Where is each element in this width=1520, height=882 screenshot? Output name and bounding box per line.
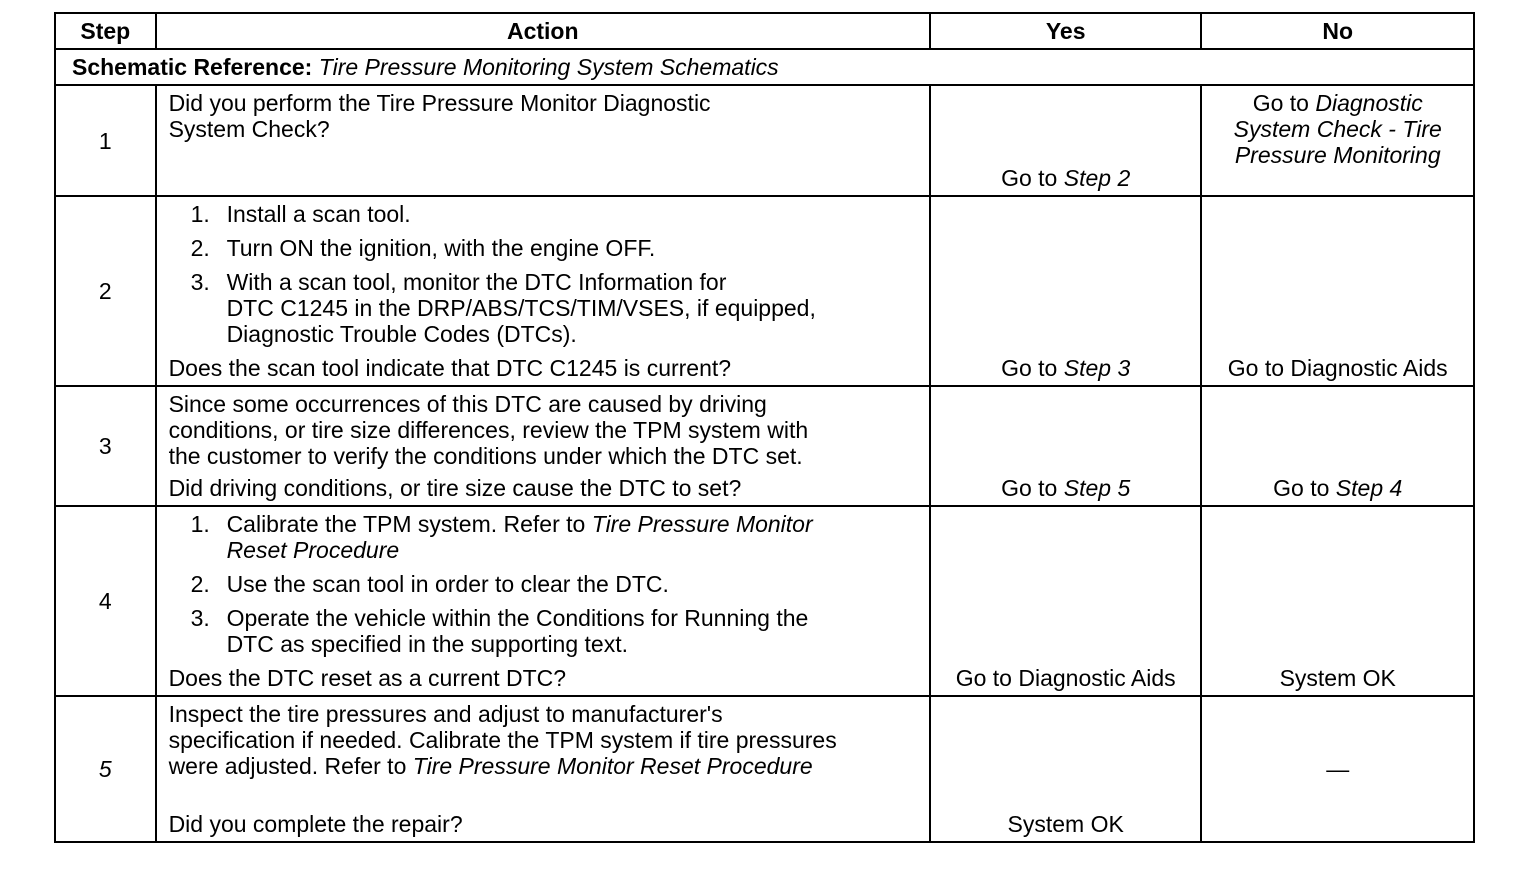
- question: Does the DTC reset as a current DTC?: [168, 665, 567, 691]
- table-row-step-5: [55, 696, 1474, 842]
- yes-cell[interactable]: [930, 386, 1202, 506]
- no-cell: —: [1201, 696, 1474, 842]
- procedure-link[interactable]: Tire Pressure Monitor Reset Procedure: [412, 753, 813, 779]
- list-item-text: Install a scan tool.: [226, 201, 411, 227]
- yes-prefix: Go to: [1001, 355, 1064, 381]
- header-action: Action: [156, 13, 930, 49]
- list-item: [169, 235, 919, 261]
- list-item-text: Calibrate the TPM system. Refer to: [226, 511, 592, 537]
- yes-cell[interactable]: Go to Diagnostic Aids: [930, 506, 1202, 696]
- no-step-link[interactable]: Step 4: [1335, 475, 1403, 501]
- list-item: [169, 201, 919, 227]
- procedure-link[interactable]: Tire Pressure Monitor: [591, 511, 813, 537]
- action-cell: [156, 196, 930, 386]
- list-item-number: 1.: [190, 201, 210, 227]
- step-number: 5: [55, 696, 156, 842]
- no-cell[interactable]: Go to Diagnostic Aids: [1201, 196, 1474, 386]
- procedure-link[interactable]: Reset Procedure: [226, 537, 400, 563]
- list-item-text: DTC as specified in the supporting text.: [226, 631, 628, 657]
- schematic-label: Schematic Reference:: [72, 54, 313, 80]
- action-cell: [156, 696, 930, 842]
- no-cell[interactable]: System OK: [1201, 506, 1474, 696]
- header-yes: Yes: [930, 13, 1202, 49]
- yes-cell[interactable]: [930, 196, 1202, 386]
- yes-step-link[interactable]: Step 2: [1063, 165, 1131, 191]
- list-item-text: Use the scan tool in order to clear the DTC.: [226, 571, 669, 597]
- no-prefix: Go to: [1252, 90, 1316, 116]
- yes-cell[interactable]: System OK: [930, 696, 1202, 842]
- table-row-step-1: [55, 85, 1474, 196]
- question: Did driving conditions, or tire size cause the DTC to set?: [168, 475, 742, 501]
- yes-prefix: Go to: [1001, 165, 1064, 191]
- schematic-reference-row: [55, 49, 1474, 85]
- instruction-list: [169, 511, 919, 657]
- list-item-number: 3.: [190, 605, 210, 631]
- question: Does the scan tool indicate that DTC C1245 is current?: [168, 355, 732, 381]
- step-number: 1: [55, 85, 156, 196]
- step-number: 3: [55, 386, 156, 506]
- no-link-line[interactable]: Diagnostic: [1315, 90, 1423, 116]
- question: Did you complete the repair?: [168, 811, 463, 837]
- header-no: No: [1201, 13, 1474, 49]
- yes-step-link[interactable]: Step 5: [1063, 475, 1131, 501]
- schematic-link[interactable]: Tire Pressure Monitoring System Schematics: [318, 54, 779, 80]
- yes-cell[interactable]: [930, 85, 1202, 196]
- list-item: [169, 269, 919, 347]
- list-item-number: 2.: [190, 571, 210, 597]
- schematic-reference: [55, 49, 1474, 85]
- table-row-step-2: [55, 196, 1474, 386]
- header-row: [55, 13, 1474, 49]
- no-cell[interactable]: [1201, 386, 1474, 506]
- list-item-text: Diagnostic Trouble Codes (DTCs).: [226, 321, 577, 347]
- yes-prefix: Go to: [1001, 475, 1064, 501]
- action-line: Did you perform the Tire Pressure Monitor Diagnostic: [168, 90, 711, 116]
- instruction-list: [169, 201, 919, 347]
- action-line: Since some occurrences of this DTC are caused by driving: [168, 391, 767, 417]
- action-line: specification if needed. Calibrate the TPM system if tire pressures: [168, 727, 837, 753]
- step-number: 4: [55, 506, 156, 696]
- action-line: System Check?: [168, 116, 330, 142]
- step-number: 2: [55, 196, 156, 386]
- list-item-number: 2.: [190, 235, 210, 261]
- yes-step-link[interactable]: Step 3: [1063, 355, 1131, 381]
- diagnostic-table-container: [54, 12, 1475, 843]
- no-cell[interactable]: [1201, 85, 1474, 196]
- action-line-text: were adjusted. Refer to: [168, 753, 413, 779]
- action-line: [169, 753, 919, 779]
- action-cell: [156, 386, 930, 506]
- header-step: Step: [55, 13, 156, 49]
- list-item-text: Operate the vehicle within the Conditions for Running the: [226, 605, 809, 631]
- list-item-number: 3.: [190, 269, 210, 295]
- list-item: [169, 571, 919, 597]
- list-item: [169, 511, 919, 563]
- list-item-text: With a scan tool, monitor the DTC Information for: [226, 269, 727, 295]
- no-link-line[interactable]: System Check - Tire: [1233, 116, 1442, 142]
- list-item-text: Turn ON the ignition, with the engine OFF.: [226, 235, 656, 261]
- no-prefix: Go to: [1273, 475, 1336, 501]
- list-item: [169, 605, 919, 657]
- action-line: conditions, or tire size differences, review the TPM system with: [168, 417, 809, 443]
- table-row-step-4: [55, 506, 1474, 696]
- list-item-text: DTC C1245 in the DRP/ABS/TCS/TIM/VSES, if equipped,: [226, 295, 816, 321]
- action-cell: [156, 85, 930, 196]
- action-cell: [156, 506, 930, 696]
- action-line: Inspect the tire pressures and adjust to manufacturer's: [168, 701, 723, 727]
- table-row-step-3: [55, 386, 1474, 506]
- list-item-number: 1.: [190, 511, 210, 537]
- action-line: the customer to verify the conditions under which the DTC set.: [168, 443, 803, 469]
- no-link-line[interactable]: Pressure Monitoring: [1234, 142, 1441, 168]
- diagnostic-table: [54, 12, 1475, 843]
